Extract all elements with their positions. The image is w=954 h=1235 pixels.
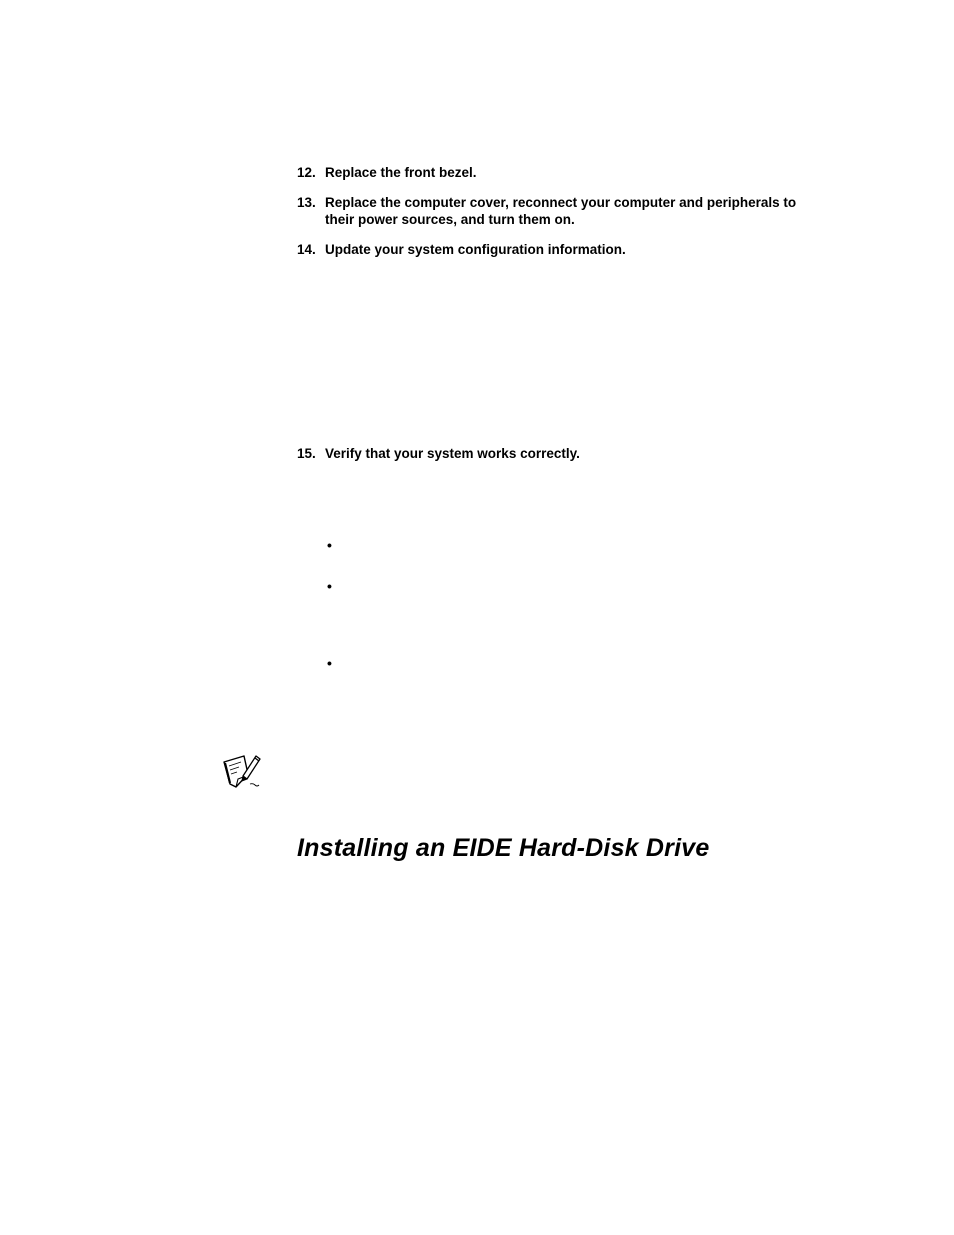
bullet-marker: • <box>327 655 332 671</box>
step-12 <box>297 164 825 181</box>
step-text: Update your system configuration information. <box>325 242 626 257</box>
bullet-marker: • <box>327 578 332 594</box>
step-number: 12. <box>297 165 316 180</box>
step-text: Replace the front bezel. <box>325 165 477 180</box>
step-text: Verify that your system works correctly. <box>325 446 580 461</box>
step-13 <box>297 194 825 228</box>
step-14 <box>297 241 825 258</box>
step-number: 14. <box>297 242 316 257</box>
step-15 <box>297 445 825 462</box>
step-number: 13. <box>297 195 316 210</box>
note-pencil-icon <box>222 752 262 790</box>
step-number: 15. <box>297 446 316 461</box>
step-text: Replace the computer cover, reconnect your computer and peripherals to their power sources, and turn them on. <box>325 195 797 227</box>
bullet-marker: • <box>327 537 332 553</box>
section-heading: Installing an EIDE Hard-Disk Drive <box>297 834 710 862</box>
